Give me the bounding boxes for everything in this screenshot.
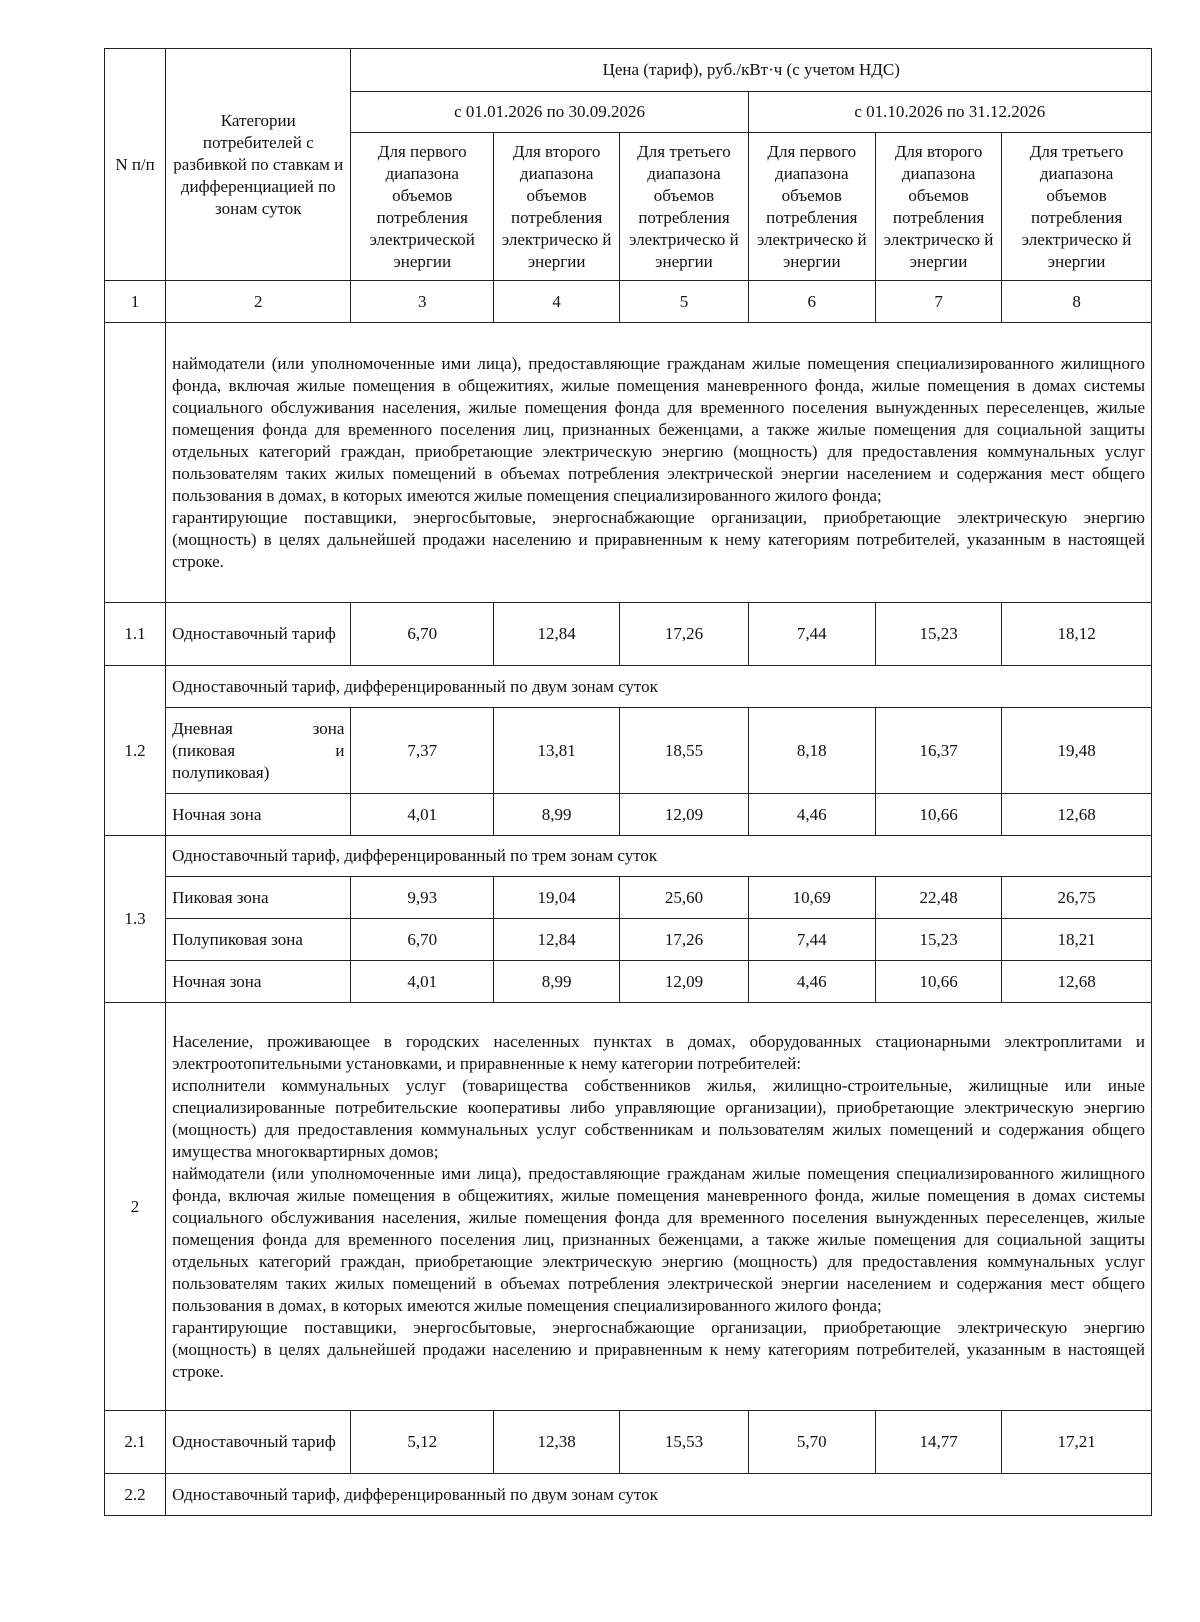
column-number: 3 <box>351 281 494 323</box>
tariff-value: 25,60 <box>620 877 748 919</box>
column-number: 1 <box>105 281 166 323</box>
tariff-value: 6,70 <box>351 919 494 961</box>
tariff-value: 18,12 <box>1002 603 1152 666</box>
header-price: Цена (тариф), руб./кВт·ч (с учетом НДС) <box>351 49 1152 92</box>
row-num: 1.3 <box>105 836 166 1003</box>
tariff-value: 7,37 <box>351 708 494 794</box>
tariff-value: 10,66 <box>875 961 1001 1003</box>
row-num: 2 <box>105 1003 166 1411</box>
row-name: Одноставочный тариф <box>166 603 351 666</box>
tariff-table <box>104 48 1152 1516</box>
tariff-value: 4,46 <box>748 794 875 836</box>
tariff-value: 17,21 <box>1002 1411 1152 1474</box>
table-row <box>105 794 1152 836</box>
header-period-2: с 01.10.2026 по 31.12.2026 <box>748 92 1151 133</box>
tariff-value: 7,44 <box>748 919 875 961</box>
tariff-value: 8,99 <box>494 961 620 1003</box>
row-name: Ночная зона <box>166 794 351 836</box>
row-name: Полупиковая зона <box>166 919 351 961</box>
tariff-value: 4,01 <box>351 794 494 836</box>
row-name-line: Дневная зона <box>172 718 345 738</box>
tariff-value: 19,48 <box>1002 708 1152 794</box>
tariff-value: 12,84 <box>494 919 620 961</box>
row-name-line: (пиковая и <box>172 740 345 760</box>
tariff-value: 15,23 <box>875 603 1001 666</box>
table-row <box>105 961 1152 1003</box>
description-paragraph: наймодатели (или уполномоченные ими лица), предоставляющие гражданам жилые помещения специализированного жилищного фонда, включая жилые помещения в общежитиях, жилые помещения маневренного фонда, жилые помещения в домах системы социального обслуживания населения, жилые помещения фонда для временного поселения вынужденных переселенцев, жилые помещения фонда для временного поселения лиц, признанных беженцами, а также жилые помещения для социальной защиты отдельных категорий граждан, приобретающие электрическую энергию (мощность) для предоставления коммунальных услуг пользователям таких жилых помещений в объемах потребления электрической энергии населением и содержания мест общего пользования в домах, в которых имеются жилые помещения специализированного жилого фонда; <box>172 353 1145 505</box>
description-paragraph: исполнители коммунальных услуг (товарищества собственников жилья, жилищно-строительные, жилищные или иные специализированные потребительские кооперативы либо управляющие организации), приобретающие электрическую энергию (мощность) для предоставления коммунальных услуг собственникам и пользователям жилых помещений и содержания общего имущества многоквартирных домов; <box>172 1075 1145 1161</box>
tariff-value: 12,09 <box>620 794 748 836</box>
header-categories: Категории потребителей с разбивкой по ставкам и дифференциацией по зонам суток <box>166 49 351 281</box>
tariff-value: 12,84 <box>494 603 620 666</box>
row-num: 2.1 <box>105 1411 166 1474</box>
header-range: Для третьего диапазона объемов потребления электрическо й энергии <box>1002 133 1152 281</box>
tariff-value: 5,12 <box>351 1411 494 1474</box>
row-name: Пиковая зона <box>166 877 351 919</box>
header-row-price <box>105 49 1152 92</box>
block1-description <box>166 323 1152 603</box>
header-range: Для первого диапазона объемов потребления электрической энергии <box>351 133 494 281</box>
table-row <box>105 1474 1152 1516</box>
column-number: 5 <box>620 281 748 323</box>
row-num: 1.2 <box>105 666 166 836</box>
tariff-value: 12,68 <box>1002 961 1152 1003</box>
tariff-value: 22,48 <box>875 877 1001 919</box>
row-name-line: полупиковая) <box>172 762 270 782</box>
description-paragraph: гарантирующие поставщики, энергосбытовые, энергоснабжающие организации, приобретающие электрическую энергию (мощность) в целях дальнейшей продажи населению и приравненным к нему категориям потребителей, указанным в настоящей строке. <box>172 1317 1145 1381</box>
table-row <box>105 877 1152 919</box>
table-row <box>105 1411 1152 1474</box>
subsection-title: Одноставочный тариф, дифференцированный по трем зонам суток <box>166 836 1152 877</box>
tariff-value: 5,70 <box>748 1411 875 1474</box>
tariff-value: 9,93 <box>351 877 494 919</box>
tariff-value: 7,44 <box>748 603 875 666</box>
header-num: N п/п <box>105 49 166 281</box>
tariff-value: 18,21 <box>1002 919 1152 961</box>
tariff-value: 8,18 <box>748 708 875 794</box>
block1-num-empty <box>105 323 166 603</box>
header-period-1: с 01.01.2026 по 30.09.2026 <box>351 92 748 133</box>
table-row <box>105 666 1152 708</box>
tariff-value: 4,46 <box>748 961 875 1003</box>
description-paragraph: наймодатели (или уполномоченные ими лица), предоставляющие гражданам жилые помещения специализированного жилищного фонда, включая жилые помещения в общежитиях, жилые помещения маневренного фонда, жилые помещения в домах системы социального обслуживания населения, жилые помещения фонда для временного поселения вынужденных переселенцев, жилые помещения фонда для временного поселения лиц, признанных беженцами, а также жилые помещения для социальной защиты отдельных категорий граждан, приобретающие электрическую энергию (мощность) для предоставления коммунальных услуг пользователям таких жилых помещений в объемах потребления электрической энергии населением и содержания мест общего пользования в домах, в которых имеются жилые помещения специализированного жилого фонда; <box>172 1163 1145 1315</box>
header-range: Для первого диапазона объемов потребления электрическо й энергии <box>748 133 875 281</box>
tariff-value: 10,69 <box>748 877 875 919</box>
row-name: Одноставочный тариф <box>166 1411 351 1474</box>
column-number: 8 <box>1002 281 1152 323</box>
tariff-value: 12,68 <box>1002 794 1152 836</box>
tariff-value: 17,26 <box>620 603 748 666</box>
tariff-value: 4,01 <box>351 961 494 1003</box>
tariff-value: 18,55 <box>620 708 748 794</box>
table-row <box>105 708 1152 794</box>
row-num: 1.1 <box>105 603 166 666</box>
column-number: 2 <box>166 281 351 323</box>
column-numbers-row <box>105 281 1152 323</box>
tariff-value: 12,38 <box>494 1411 620 1474</box>
tariff-value: 8,99 <box>494 794 620 836</box>
description-paragraph: Население, проживающее в городских населенных пунктах в домах, оборудованных стационарными электроплитами и электроотопительными установками, и приравненные к нему категории потребителей: <box>172 1031 1145 1073</box>
row-name <box>166 708 351 794</box>
tariff-value: 16,37 <box>875 708 1001 794</box>
row-num: 2.2 <box>105 1474 166 1516</box>
block2-description-row <box>105 1003 1152 1411</box>
header-range: Для третьего диапазона объемов потребления электрическо й энергии <box>620 133 748 281</box>
subsection-title: Одноставочный тариф, дифференцированный по двум зонам суток <box>166 1474 1152 1516</box>
tariff-value: 6,70 <box>351 603 494 666</box>
tariff-value: 17,26 <box>620 919 748 961</box>
tariff-value: 26,75 <box>1002 877 1152 919</box>
tariff-value: 15,53 <box>620 1411 748 1474</box>
tariff-value: 15,23 <box>875 919 1001 961</box>
block2-description <box>166 1003 1152 1411</box>
tariff-value: 13,81 <box>494 708 620 794</box>
tariff-value: 19,04 <box>494 877 620 919</box>
table-row <box>105 836 1152 877</box>
table-row <box>105 603 1152 666</box>
subsection-title: Одноставочный тариф, дифференцированный по двум зонам суток <box>166 666 1152 708</box>
table-row <box>105 919 1152 961</box>
tariff-value: 12,09 <box>620 961 748 1003</box>
column-number: 6 <box>748 281 875 323</box>
tariff-value: 10,66 <box>875 794 1001 836</box>
tariff-value: 14,77 <box>875 1411 1001 1474</box>
row-name: Ночная зона <box>166 961 351 1003</box>
column-number: 4 <box>494 281 620 323</box>
column-number: 7 <box>875 281 1001 323</box>
block1-description-row <box>105 323 1152 603</box>
description-paragraph: гарантирующие поставщики, энергосбытовые, энергоснабжающие организации, приобретающие электрическую энергию (мощность) в целях дальнейшей продажи населению и приравненным к нему категориям потребителей, указанным в настоящей строке. <box>172 507 1145 571</box>
header-range: Для второго диапазона объемов потребления электрическо й энергии <box>494 133 620 281</box>
header-range: Для второго диапазона объемов потребления электрическо й энергии <box>875 133 1001 281</box>
